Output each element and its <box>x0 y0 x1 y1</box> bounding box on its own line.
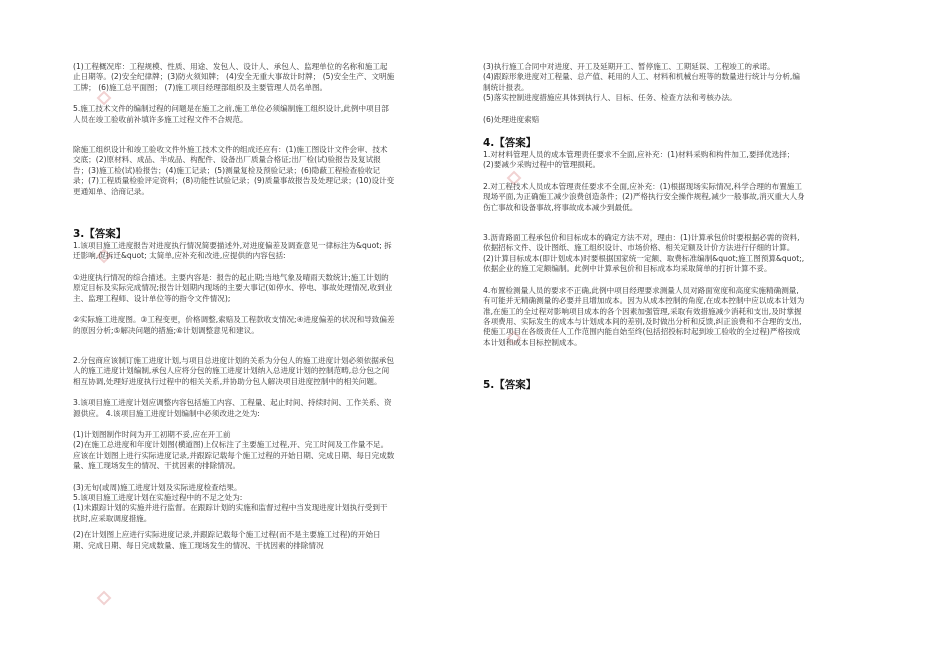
watermark-logo-icon <box>96 590 112 606</box>
answer3-progress-recording <box>73 530 395 551</box>
paragraph-line: (1)工程概况库：工程规模、性质、用途、发包人、设计人、承包人、监理单位的名称和施工起止日期等。(2)安全纪律牌；(3)防火须知牌； (4)安全无重大事故计时牌； (5)安全生产、文明施工牌； (6)施工总平面图； (7)施工项目经理部组织及主要管理人员名单图。 <box>73 62 395 92</box>
answer4-surveying <box>483 286 805 348</box>
paragraph-line: (1)计划图制作时间为开工初期不妥,应在开工前 <box>73 429 231 439</box>
paragraph-line: ①进度执行情况的综合描述。主要内容是：报告的起止期;当地气象及晴雨天数统计;施工计划的原定目标及实际完成情况;报告计划期内现场的主要大事记(如停水、停电、事故处理情况,收到业主、监理工程师、设计单位等的指令文件情况); <box>73 272 393 303</box>
paragraph-line: (3)无旬(或周)施工进度计划及实际进度检查结果。 <box>73 482 242 492</box>
left-column <box>73 62 395 551</box>
answer3-plan-adjustment <box>73 398 395 419</box>
answer3-claims <box>483 115 805 125</box>
answer3-heading: 3.【答案】 <box>73 228 127 241</box>
paragraph-line: 5.施工技术文件的编制过程的问题是在施工之前,施工单位必须编制施工组织设计,此例中项目部人员在竣工验收前补填许多施工过程文件不合规范。 <box>73 104 389 124</box>
paragraph-line: (3)执行施工合同中对进度、开工及延期开工、暂停施工、工期延误、工程竣工的承诺。 <box>483 62 775 71</box>
answer4-asphalt-pricing <box>483 233 805 275</box>
paragraph-line: (1)未跟踪计划的实施并进行监督。在跟踪计划的实施和监督过程中当发现进度计划执行受到干扰时,应采取调度措施。 <box>73 503 388 523</box>
paragraph-line: (6)处理进度索赔 <box>483 114 540 124</box>
paragraph-line: 2.对工程技术人员成本管理责任要求不全面,应补充：(1)根据现场实际情况,科学合理的布置施工现场平面,为正确施工减少浪费创造条件；(2)严格执行安全操作规程,减少一般事故,消灭重大人身伤亡事故和设备事故,将事故成本减少到最低。 <box>483 181 805 212</box>
answer4-technical-staff <box>483 182 805 213</box>
answer2-technical-docs-list <box>73 145 395 197</box>
answer4-material-managers <box>483 150 805 171</box>
paragraph-line: ②实际施工进度图。③工程变更，价格调整,索赔及工程款收支情况;④进度偏差的状况和导致偏差的原因分析;⑤解决问题的措施;⑥计划调整意见和建议。 <box>73 315 395 335</box>
paragraph-line: (2)在计划图上应进行实际进度记录,并跟踪记载每个施工过程(而不是主要施工过程)的开始日期、完成日期、每日完成数量、施工现场发生的情况、干扰因素的排除情况 <box>73 530 381 550</box>
paragraph-line: 3.该项目施工进度计划应调整内容包括施工内容、工程量、起止时间、持续时间、工作关系、资源供应。 4.该项目施工进度计划编制中必须改进之处为: <box>73 398 392 418</box>
answer3-contract-items <box>483 62 805 104</box>
right-column <box>483 62 805 392</box>
paragraph-line: 1.该项目施工进度报告对进度执行情况简要描述外,对进度偏差及调查意见一律标注为&quot; 拆迁影响,促拆迁&quot; 太简单,应补充和改进,应提供的内容包括: <box>73 241 392 261</box>
paragraph-line: 4.布置检测量人员的要求不正确,此例中项目经理要求测量人员对路面宽度和高度实施精确测量,有可能并无精确测量的必要并且增加成本。因为从成本控制的角度,在成本控制中应以成本计划为准,在施工的全过程对影响项目成本的各个因素加强管理,采取有效措施减少消耗和支出,及时掌握各项费用、实际发生的成本与计划成本间的差别,及时做出分析和反馈,纠正浪费和不合理的支出,使施工项目在各级责任人工作范围内能自始至终(包括招投标时起到竣工验收的全过程)严格按成本计划和成本目标控制成本。 <box>483 285 805 347</box>
answer2-technical-docs-issue <box>73 104 395 125</box>
answer2-engineering-signs <box>73 62 395 93</box>
answer4-heading: 4.【答案】 <box>483 137 537 150</box>
paragraph-line: 1.对材料管理人员的成本管理责任要求不全面,应补充：(1)材料采购和构件加工,要择优选择；(2)要减少采购过程中的管理损耗。 <box>483 150 795 170</box>
paragraph-line: (4)跟踪形象进度对工程量、总产值、耗用的人工、材料和机械台班等的数量进行统计与分析,编制统计报表。 <box>483 72 800 92</box>
answer3-subcontract-plan <box>73 356 395 387</box>
answer3-implementation-issues <box>73 483 395 525</box>
answer3-progress-summary <box>73 273 395 304</box>
answer3-progress-items <box>73 315 395 336</box>
paragraph-line: 2.分包商应该制订施工进度计划,与项目总进度计划的关系为分包人的施工进度计划必须依据承包人的施工进度计划编制,承包人应将分包的施工进度计划纳入总进度计划的控制范畴,总分包之间相互协调,处理好进度执行过程中的相关关系,并协助分包人解决项目进度控制中的相关问题。 <box>73 355 394 386</box>
paragraph-line: 5.该项目施工进度计划在实施过程中的不足之处为: <box>73 492 243 502</box>
paragraph-line: 除施工组织设计和竣工验收文件外施工技术文件的组成还应有：(1)施工图设计文件会审、技术交底；(2)原材料、成品、半成品、构配件、设备出厂质量合格证;出厂检(试)验报告及复试报告；(3)施工检(试)验报告；(4)施工记录；(5)测量复检及预验记录；(6)隐蔽工程检查验收记录；(7)工程质量检验评定资料；(8)功能性试验记录；(9)质量事故报告及处理记录；(10)设计变更通知单、洽商记录。 <box>73 145 395 196</box>
answer3-progress-report <box>73 241 395 262</box>
answer5-heading: 5.【答案】 <box>483 379 537 392</box>
paragraph-line: (5)落实控制进度措施应具体到执行人、目标、任务、检查方法和考核办法。 <box>483 93 737 103</box>
paragraph-line: (2)在施工总进度和年度计划图(横道图)上仅标注了主要施工过程,开、完工时间及工作量不足。应该在计划图上进行实际进度记录,并跟踪记载每个施工过程的开始日期、完成日期、每日完成数量、施工现场发生的情况、干扰因素的排除情况。 <box>73 440 395 471</box>
paragraph-line: 3.沥青路面工程承包价和目标成本的确定方法不对，理由：(1)计算承包价时要根据必需的资料,依据招标文件、设计图纸、施工组织设计、市场价格、相关定额及计价方法进行仔细的计算。(2)计算目标成本(即计划成本)时要根据国家统一定额、取费标准编制&quot;施工图预算&quot;,依据企业的施工定额编制。此例中计算承包价和目标成本均采取简单的打折计算不妥。 <box>483 233 805 274</box>
answer3-plan-improvements <box>73 430 395 472</box>
